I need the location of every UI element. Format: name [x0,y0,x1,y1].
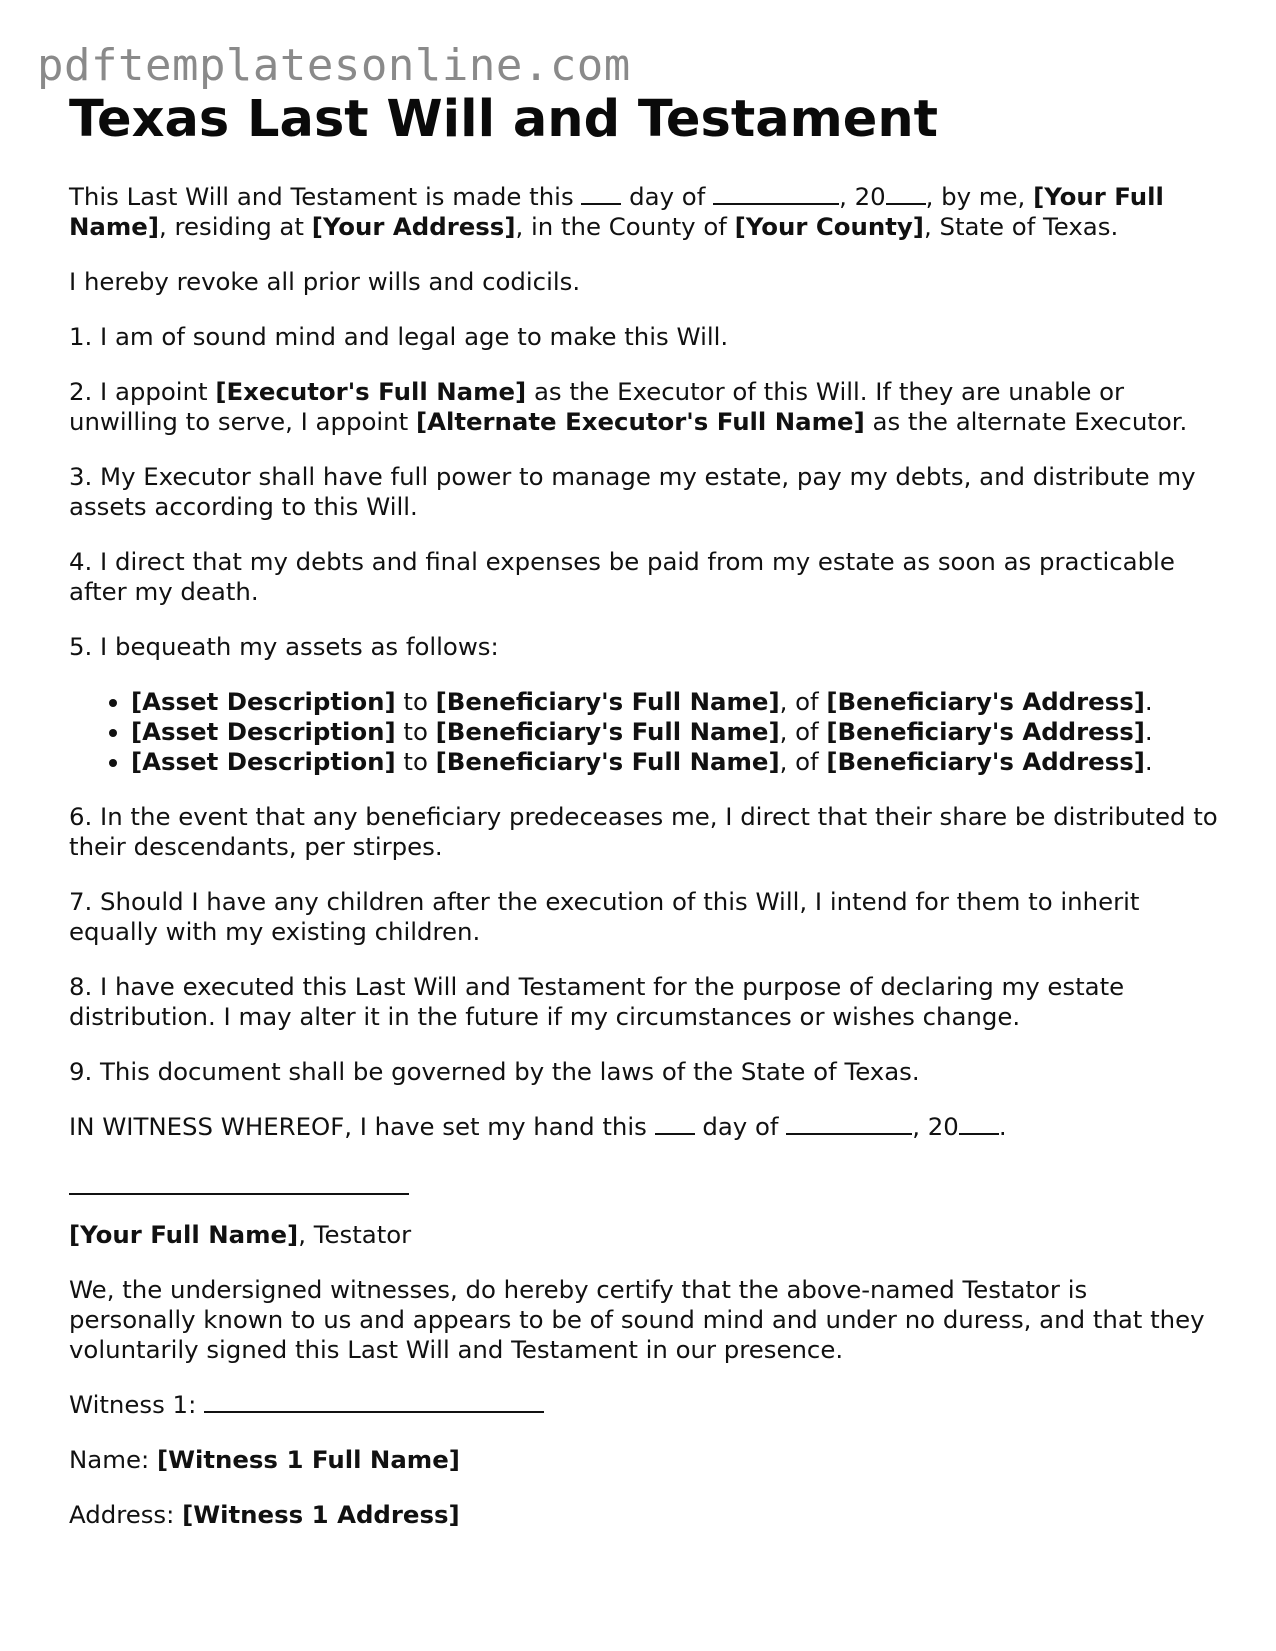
clause-2 [69,377,1219,437]
document-body [69,182,1219,1555]
clause-4: 4. I direct that my debts and final expenses be paid from my estate as soon as practicable after my death. [69,547,1175,606]
beneficiary-name-placeholder: [Beneficiary's Full Name] [435,747,780,776]
asset-placeholder: [Asset Description] [131,747,396,776]
clause-8: 8. I have executed this Last Will and Testament for the purpose of declaring my estate distribution. I may alter it in the future if my circumstances or wishes change. [69,972,1125,1031]
bequest-list [69,687,1219,777]
witness-1-signature-line[interactable] [204,1391,544,1413]
witness-1-label: Witness 1: [69,1390,205,1419]
page-title: Texas Last Will and Testament [69,90,939,149]
testator-name-placeholder: [Your Full Name] [69,1220,299,1249]
county-placeholder: [Your County] [734,212,924,241]
signing-day-blank[interactable] [655,1113,695,1135]
clause-2-text: 2. I appoint [69,377,216,406]
bequest-text: , of [779,747,827,776]
testator-role: , Testator [298,1220,412,1249]
list-item [131,687,1219,717]
intro-text: , State of Texas. [923,212,1119,241]
testator-name-placeholder: [Your Full Name] [69,182,1164,241]
beneficiary-address-placeholder: [Beneficiary's Address] [826,717,1145,746]
list-item [131,717,1219,747]
testator-address-placeholder: [Your Address] [311,212,516,241]
signing-year-blank[interactable] [959,1113,999,1135]
testator-signature-line[interactable] [69,1167,409,1195]
clause-2-text: as the Executor of this Will. If they are unable or unwilling to serve, I appoint [69,377,1125,436]
witness-1-name [69,1445,1219,1475]
bequest-text: to [395,687,436,716]
witness-1-name-label: Name: [69,1445,157,1474]
clause-3: 3. My Executor shall have full power to manage my estate, pay my debts, and distribute my assets according to this Will. [69,462,1196,521]
list-item [131,747,1219,777]
intro-text: This Last Will and Testament is made this [69,182,582,211]
intro-paragraph [69,182,1219,242]
beneficiary-address-placeholder: [Beneficiary's Address] [826,687,1145,716]
witness-whereof [69,1112,1219,1142]
witness-whereof-text: day of [694,1112,787,1141]
bequest-text: . [1144,747,1153,776]
bequest-text: , of [779,687,827,716]
witness-whereof-text: , 20 [912,1112,959,1141]
clause-1: 1. I am of sound mind and legal age to make this Will. [69,322,729,351]
signing-month-blank[interactable] [786,1113,912,1135]
witness-whereof-text: IN WITNESS WHEREOF, I have set my hand this [69,1112,655,1141]
clause-6: 6. In the event that any beneficiary predeceases me, I direct that their share be distributed to their descendants, per stirpes. [69,802,1218,861]
testator-caption [69,1220,1219,1250]
beneficiary-name-placeholder: [Beneficiary's Full Name] [435,717,780,746]
witness-1-address [69,1500,1219,1530]
revocation-clause: I hereby revoke all prior wills and codicils. [69,267,581,296]
asset-placeholder: [Asset Description] [131,717,396,746]
bequest-text: to [395,747,436,776]
month-blank[interactable] [713,183,839,205]
beneficiary-address-placeholder: [Beneficiary's Address] [826,747,1145,776]
clause-5: 5. I bequeath my assets as follows: [69,632,499,661]
clause-2-text: as the alternate Executor. [864,407,1188,436]
day-blank[interactable] [581,183,621,205]
witness-1-address-label: Address: [69,1500,183,1529]
intro-text: day of [621,182,714,211]
witness-1-name-placeholder: [Witness 1 Full Name] [156,1445,460,1474]
intro-text: , 20 [839,182,886,211]
bequest-text: . [1144,717,1153,746]
year-blank[interactable] [886,183,926,205]
witness-certification: We, the undersigned witnesses, do hereby certify that the above-named Testator is personally known to us and appears to be of sound mind and under no duress, and that they voluntarily signed this Last Will and Testament in our presence. [69,1275,1205,1364]
asset-placeholder: [Asset Description] [131,687,396,716]
witness-whereof-text: . [998,1112,1007,1141]
executor-placeholder: [Executor's Full Name] [215,377,527,406]
witness-1-address-placeholder: [Witness 1 Address] [182,1500,460,1529]
clause-7: 7. Should I have any children after the execution of this Will, I intend for them to inherit equally with my existing children. [69,887,1140,946]
bequest-text: , of [779,717,827,746]
witness-1-signature [69,1390,1219,1420]
intro-text: , in the County of [515,212,735,241]
intro-text: , by me, [925,182,1034,211]
bequest-text: . [1144,687,1153,716]
watermark-text: pdftemplatesonline.com [37,40,631,91]
bequest-text: to [395,717,436,746]
clause-9: 9. This document shall be governed by the laws of the State of Texas. [69,1057,920,1086]
alternate-executor-placeholder: [Alternate Executor's Full Name] [415,407,865,436]
intro-text: , residing at [158,212,312,241]
beneficiary-name-placeholder: [Beneficiary's Full Name] [435,687,780,716]
